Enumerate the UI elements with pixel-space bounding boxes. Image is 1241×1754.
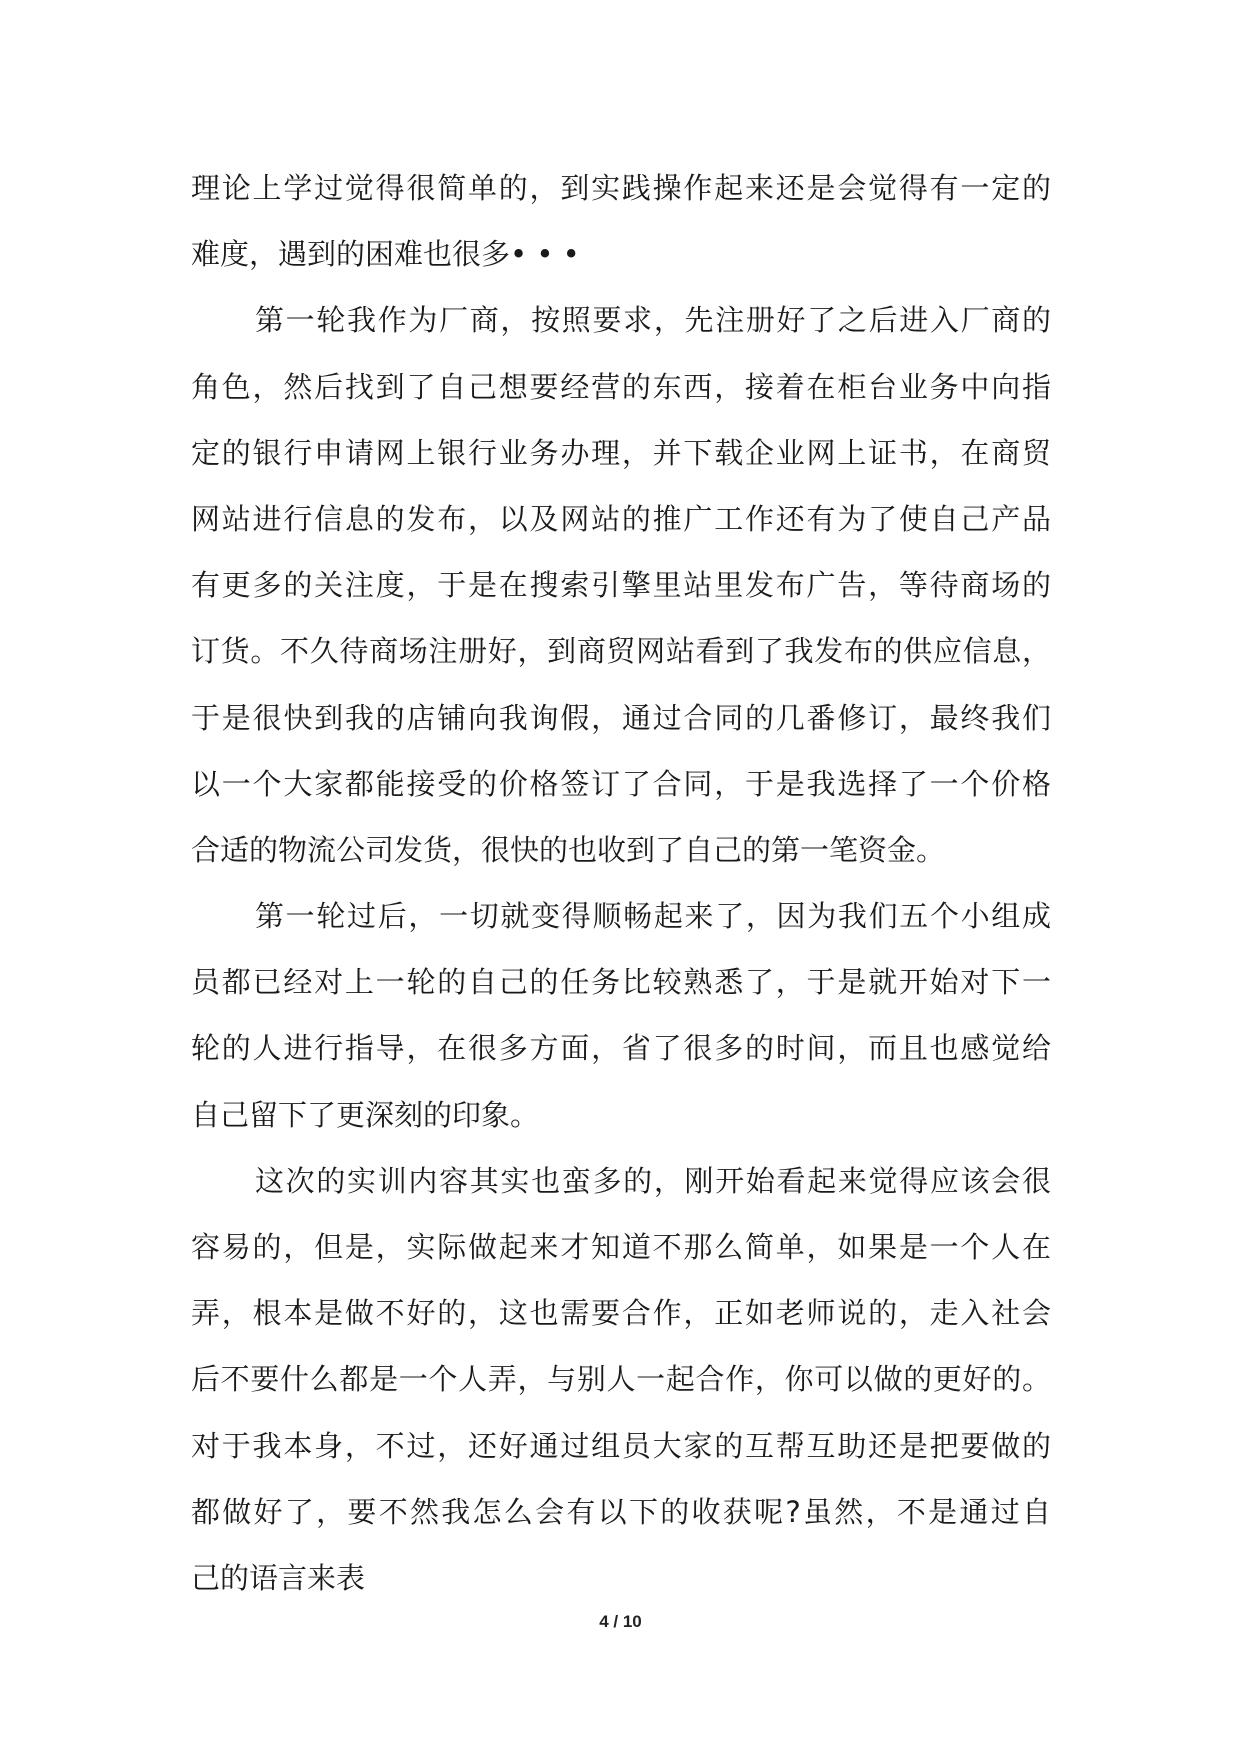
text-line: 网站进行信息的发布，以及网站的推广工作还有为了使自己产品 <box>191 501 1051 536</box>
text-line: 于是很快到我的店铺向我询假，通过合同的几番修订，最终我们 <box>191 700 1051 735</box>
text-line: 第一轮过后，一切就变得顺畅起来了，因为我们五个小组成 <box>255 899 1051 934</box>
text-line: 合适的物流公司发货，很快的也收到了自己的第一笔资金。 <box>191 832 946 867</box>
text-line: 角色，然后找到了自己想要经营的东西，接着在柜台业务中向指 <box>191 369 1051 404</box>
text-line: 对于我本身，不过，还好通过组员大家的互帮互助还是把要做的 <box>191 1428 1051 1463</box>
text-line: 这次的实训内容其实也蛮多的，刚开始看起来觉得应该会很 <box>255 1163 1051 1198</box>
text-line: 理论上学过觉得很简单的，到实践操作起来还是会觉得有一定的 <box>191 171 1051 205</box>
text-line: 弄，根本是做不好的，这也需要合作，正如老师说的，走入社会 <box>191 1296 1051 1331</box>
text-line: 定的银行申请网上银行业务办理，并下载企业网上证书，在商贸 <box>191 435 1051 470</box>
text-line: 容易的，但是，实际做起来才知道不那么简单，如果是一个人在 <box>191 1230 1051 1264</box>
text-line: 后不要什么都是一个人弄，与别人一起合作，你可以做的更好的。 <box>191 1362 1051 1397</box>
text-line: 己的语言来表 <box>191 1560 366 1595</box>
text-line: 有更多的关注度，于是在搜索引擎里站里发布广告，等待商场的 <box>191 568 1051 603</box>
page-number: 4 / 10 <box>599 1612 642 1631</box>
text-line: 都做好了，要不然我怎么会有以下的收获呢?虽然，不是通过自 <box>191 1494 1051 1529</box>
text-line: 轮的人进行指导，在很多方面，省了很多的时间，而且也感觉给 <box>191 1031 1051 1066</box>
text-line: 自己留下了更深刻的印象。 <box>191 1097 540 1132</box>
text-line: 以一个大家都能接受的价格签订了合同，于是我选择了一个价格 <box>191 766 1051 801</box>
text-line: 订货。不久待商场注册好，到商贸网站看到了我发布的供应信息， <box>191 634 1051 669</box>
text-line: 员都已经对上一轮的自己的任务比较熟悉了，于是就开始对下一 <box>191 965 1051 1000</box>
body-text <box>191 155 1051 1611</box>
text-line: 难度，遇到的困难也很多• • • <box>191 237 580 272</box>
text-line: 第一轮我作为厂商，按照要求，先注册好了之后进入厂商的 <box>255 303 1051 338</box>
